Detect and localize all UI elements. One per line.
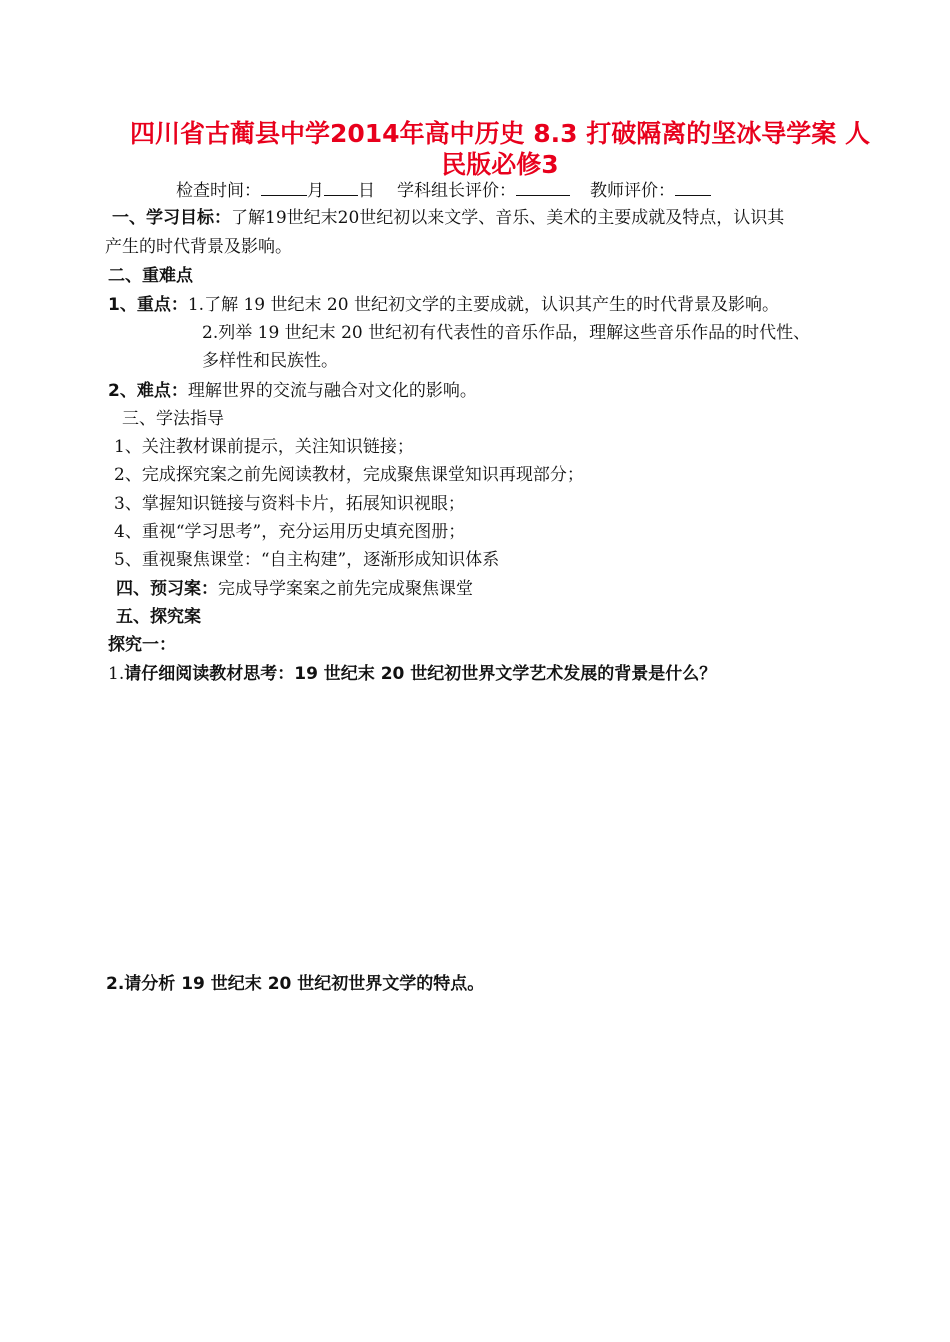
month-label: 月 <box>307 181 324 201</box>
method-item: 5、重视聚焦课堂：“自主构建”，逐渐形成知识体系 <box>114 550 500 570</box>
key-point-2: 2.列举 19 世纪末 20 世纪初有代表性的音乐作品，理解这些音乐作品的时代性、 <box>202 323 811 343</box>
method-item: 2、完成探究案之前先阅读教材，完成聚焦课堂知识再现部分； <box>114 465 584 485</box>
check-time-label: 检查时间： <box>176 181 261 201</box>
method-item: 4、重视“学习思考”，充分运用历史填充图册； <box>114 522 466 542</box>
key-point-1 <box>108 294 779 316</box>
day-label: 日 <box>358 181 375 201</box>
difficult-point-text: 理解世界的交流与融合对文化的影响。 <box>187 381 477 401</box>
leader-eval-label: 学科组长评价： <box>397 181 516 201</box>
method-item: 1、关注教材课前提示，关注知识链接； <box>114 437 414 457</box>
explore-heading: 五、探究案 <box>116 607 201 627</box>
preview-section <box>116 578 473 600</box>
question-1-number: 1. <box>108 664 125 684</box>
document-title <box>100 118 900 180</box>
title-line-1: 四川省古蔺县中学2014年高中历史 8.3 打破隔离的坚冰导学案 人 <box>130 119 870 148</box>
key-point-1-text: 1.了解 19 世纪末 20 世纪初文学的主要成就，认识其产生的时代背景及影响。 <box>187 295 779 315</box>
key-difficult-heading: 二、重难点 <box>108 266 193 286</box>
title-line-2: 民版必修3 <box>441 150 559 179</box>
difficult-point-label: 2、难点： <box>108 381 188 401</box>
explore-one-heading: 探究一： <box>108 635 176 655</box>
teacher-eval-blank <box>675 179 711 196</box>
learning-goals-text: 了解19世纪末20世纪初以来文学、音乐、美术的主要成就及特点，认识其 <box>231 208 785 228</box>
question-1 <box>108 663 716 685</box>
question-1-text: 请仔细阅读教材思考：19 世纪末 20 世纪初世界文学艺术发展的背景是什么？ <box>124 664 717 684</box>
learning-goals <box>112 207 784 229</box>
preview-heading: 四、预习案： <box>116 579 218 599</box>
learning-goals-cont: 产生的时代背景及影响。 <box>105 237 292 257</box>
key-point-2-cont: 多样性和民族性。 <box>202 351 338 371</box>
key-point-label: 1、重点： <box>108 295 188 315</box>
check-line <box>176 179 711 202</box>
difficult-point <box>108 380 477 402</box>
leader-eval-blank <box>516 179 570 196</box>
method-heading: 三、学法指导 <box>122 409 224 429</box>
month-blank <box>261 179 307 196</box>
learning-goals-heading: 一、学习目标： <box>112 208 231 228</box>
question-2: 2.请分析 19 世纪末 20 世纪初世界文学的特点。 <box>106 974 485 994</box>
day-blank <box>324 179 358 196</box>
method-item: 3、掌握知识链接与资料卡片，拓展知识视眼； <box>114 494 465 514</box>
teacher-eval-label: 教师评价： <box>590 181 675 201</box>
preview-text: 完成导学案案之前先完成聚焦课堂 <box>218 579 473 599</box>
